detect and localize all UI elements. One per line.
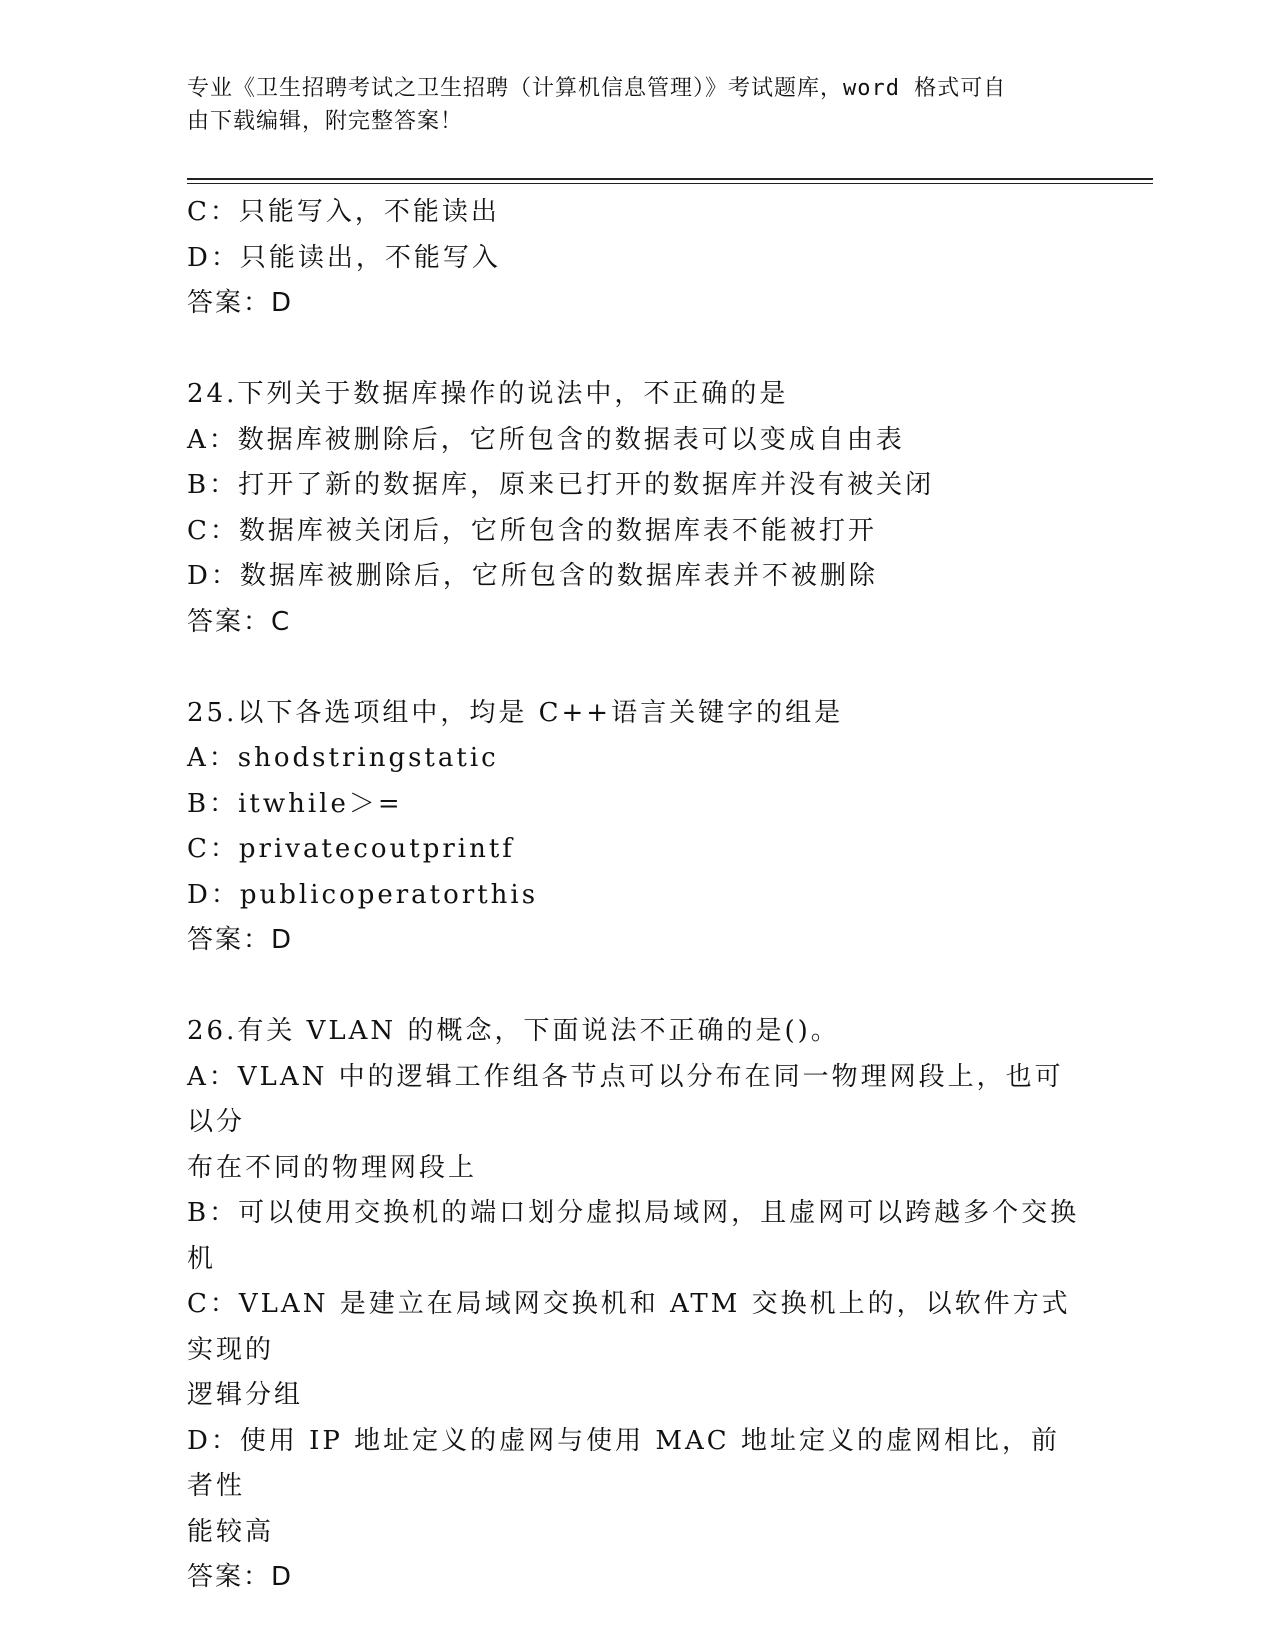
answer-line: 答案：D — [187, 925, 294, 955]
spacer — [187, 964, 1087, 1010]
header-line-1: 专业《卫生招聘考试之卫生招聘（计算机信息管理）》考试题库，word 格式可自 — [187, 76, 1007, 101]
document-header — [187, 72, 1067, 138]
option-b: B：itwhile＞= — [187, 788, 403, 819]
option-d: D：只能读出，不能写入 — [187, 242, 501, 273]
header-divider-thick — [187, 178, 1153, 180]
header-divider-thin — [187, 183, 1153, 184]
question-stem: 25.以下各选项组中，均是 C++语言关键字的组是 — [187, 697, 844, 728]
option-d: D：数据库被删除后，它所包含的数据库表并不被删除 — [187, 561, 878, 591]
question-stem: 24.下列关于数据库操作的说法中，不正确的是 — [187, 379, 789, 409]
option-a: A：数据库被删除后，它所包含的数据表可以变成自由表 — [187, 424, 905, 455]
option-c-line-1: C：VLAN 是建立在局域网交换机和 ATM 交换机上的，以软件方式实现的 — [187, 1289, 1071, 1365]
answer-line: 答案：D — [187, 288, 294, 318]
option-a: A：shodstringstatic — [187, 743, 499, 773]
option-b-line-1: B：可以使用交换机的端口划分虚拟局域网，且虚网可以跨越多个交换 — [187, 1198, 1080, 1228]
spacer — [187, 327, 1087, 373]
question-stem: 26.有关 VLAN 的概念，下面说法不正确的是()。 — [187, 1016, 840, 1046]
answer-line: 答案：D — [187, 1562, 294, 1592]
option-d-line-1: D：使用 IP 地址定义的虚网与使用 MAC 地址定义的虚网相比，前者性 — [187, 1425, 1060, 1501]
option-c: C：数据库被关闭后，它所包含的数据库表不能被打开 — [187, 515, 877, 546]
header-line-2: 由下载编辑，附完整答案！ — [187, 109, 464, 134]
question-24-block — [187, 372, 1087, 645]
option-b-line-2: 机 — [187, 1243, 217, 1274]
question-26-block — [187, 1009, 1087, 1601]
option-c: C：只能写入，不能读出 — [187, 197, 500, 227]
spacer — [187, 645, 1087, 691]
option-d: D：publicoperatorthis — [187, 879, 539, 910]
option-c: C：privatecoutprintf — [187, 834, 515, 864]
question-content — [187, 190, 1087, 1601]
option-c-line-2: 逻辑分组 — [187, 1380, 304, 1410]
option-a-line-1: A：VLAN 中的逻辑工作组各节点可以分布在同一物理网段上，也可以分 — [187, 1061, 1064, 1137]
answer-line: 答案：C — [187, 606, 292, 637]
option-a-line-2: 布在不同的物理网段上 — [187, 1152, 478, 1183]
previous-question-block — [187, 190, 1087, 327]
option-d-line-2: 能较高 — [187, 1516, 275, 1547]
question-25-block — [187, 691, 1087, 964]
option-b: B：打开了新的数据库，原来已打开的数据库并没有被关闭 — [187, 470, 935, 500]
